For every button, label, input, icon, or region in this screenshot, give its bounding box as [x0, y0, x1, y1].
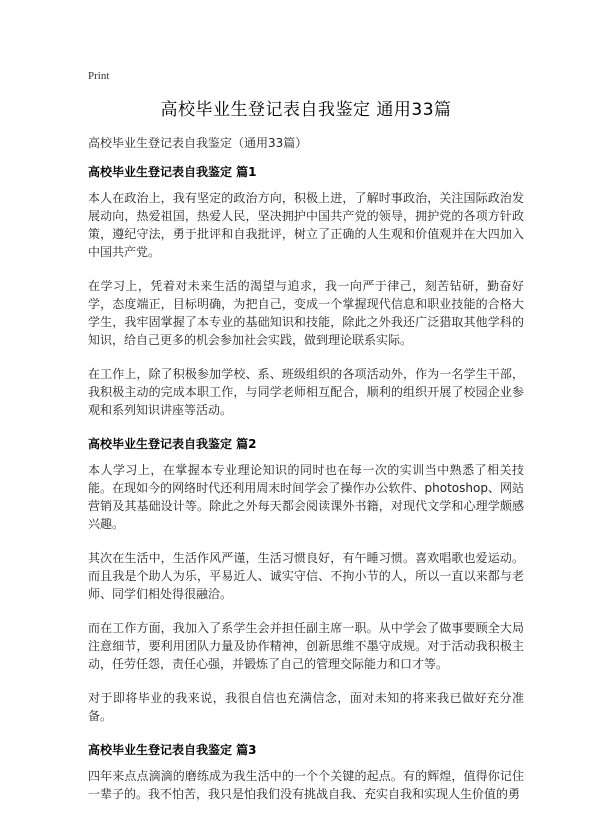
print-label: Print: [88, 70, 110, 82]
page-title: 高校毕业生登记表自我鉴定 通用33篇: [160, 100, 452, 120]
paragraph: 在工作上，除了积极参加学校、系、班级组织的各项活动外，作为一名学生干部，我积极主动的完成本职工作，与同学老师相互配合，顺利的组织开展了校园企业参观和系列知识讲座等活动。: [88, 367, 524, 417]
paragraph: 本人在政治上，我有坚定的政治方向，积极上进，了解时事政治，关注国际政治发展动向，热爱祖国，热爱人民，坚决拥护中国共产党的领导，拥护党的各项方针政策，遵纪守法，勇于批评和自我批评，树立了正确的人生观和价值观并在大四加入中国共产党。: [88, 191, 524, 259]
paragraph: 四年来点点滴滴的磨练成为我生活中的一个个关键的起点。有的辉煌，值得你记住一辈子的。我不怕苦，我只是怕我们没有挑战自我、充实自我和实现人生价值的勇: [88, 769, 524, 801]
section-heading: 高校毕业生登记表自我鉴定 篇2: [88, 437, 257, 451]
paragraph: 对于即将毕业的我来说，我很自信也充满信念，面对未知的将来我已做好充分准备。: [88, 691, 524, 723]
section-3: [88, 741, 524, 803]
section-heading: 高校毕业生登记表自我鉴定 篇1: [88, 165, 257, 179]
paragraph: 其次在生活中，生活作风严谨，生活习惯良好，有午睡习惯。喜欢唱歌也爱运动。而且我是个助人为乐，平易近人、诚实守信、不拘小节的人，所以一直以来都与老师、同学们相处得很融洽。: [88, 551, 524, 601]
paragraph: 而在工作方面，我加入了系学生会并担任副主席一职。从中学会了做事要顾全大局注意细节，要利用团队力量及协作精神，创新思维不墨守成规。对于活动我积极主动，任劳任怨，责任心强，并锻炼了自己的管理交际能力和口才等。: [88, 621, 524, 671]
paragraph: 在学习上，凭着对未来生活的渴望与追求，我一向严于律己，刻苦钻研，勤奋好学，态度端正，目标明确，为把自己，变成一个掌握现代信息和职业技能的合格大学生，我牢固掌握了本专业的基础知识和技能，除此之外我还广泛猎取其他学科的知识，给自己更多的机会参加社会实践，做到理论联系实际。: [88, 279, 524, 347]
section-heading: 高校毕业生登记表自我鉴定 篇3: [88, 743, 257, 757]
section-2: [88, 435, 524, 725]
document-subtitle: 高校毕业生登记表自我鉴定（通用33篇）: [88, 136, 308, 150]
section-1: [88, 163, 524, 419]
paragraph: 本人学习上，在掌握本专业理论知识的同时也在每一次的实训当中熟悉了相关技能。在现如今的网络时代还利用周末时间学会了操作办公软件、photoshop、网站营销及其基础设计等。除此之外每天都会阅读课外书籍，对现代文学和心理学颇感兴趣。: [88, 463, 524, 531]
document-page: [88, 68, 524, 819]
